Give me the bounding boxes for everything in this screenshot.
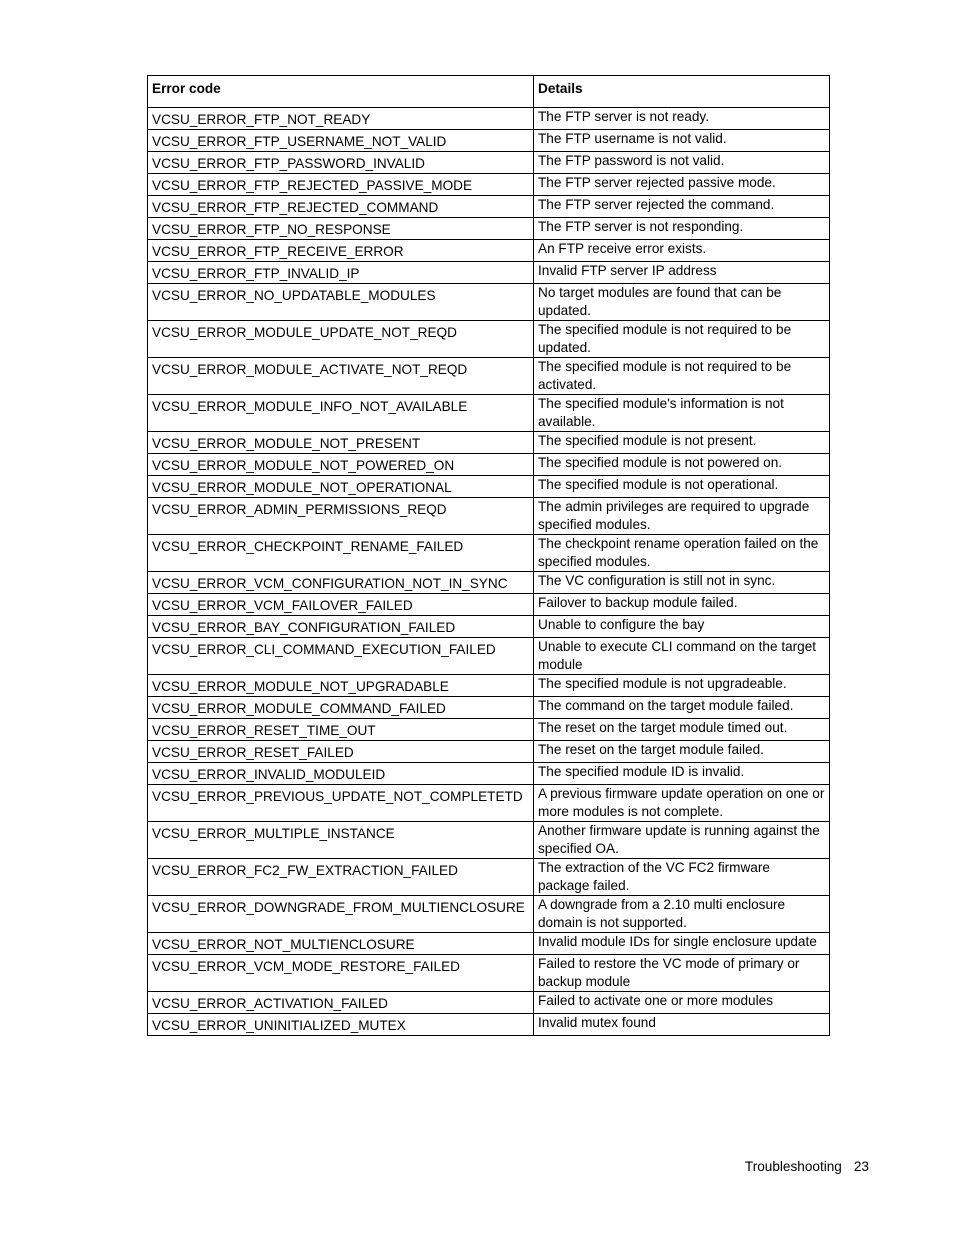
table-row — [148, 218, 830, 240]
table-row — [148, 933, 830, 955]
error-code-table — [147, 75, 830, 1036]
details-cell: The specified module is not present. — [534, 432, 830, 454]
table-row — [148, 616, 830, 638]
error-code-cell: VCSU_ERROR_CLI_COMMAND_EXECUTION_FAILED — [148, 638, 534, 675]
table-row — [148, 1014, 830, 1036]
table-row — [148, 896, 830, 933]
details-cell: Another firmware update is running against the specified OA. — [534, 822, 830, 859]
error-code-cell: VCSU_ERROR_RESET_TIME_OUT — [148, 719, 534, 741]
table-row — [148, 284, 830, 321]
error-code-cell: VCSU_ERROR_VCM_CONFIGURATION_NOT_IN_SYNC — [148, 572, 534, 594]
details-cell: Invalid mutex found — [534, 1014, 830, 1036]
details-cell: The specified module's information is not available. — [534, 395, 830, 432]
table-row — [148, 432, 830, 454]
table-row — [148, 763, 830, 785]
error-code-cell: VCSU_ERROR_MODULE_NOT_PRESENT — [148, 432, 534, 454]
error-code-cell: VCSU_ERROR_FTP_REJECTED_PASSIVE_MODE — [148, 174, 534, 196]
table-row — [148, 476, 830, 498]
error-code-cell: VCSU_ERROR_MODULE_NOT_POWERED_ON — [148, 454, 534, 476]
error-code-cell: VCSU_ERROR_MODULE_ACTIVATE_NOT_REQD — [148, 358, 534, 395]
table-row — [148, 859, 830, 896]
error-code-cell: VCSU_ERROR_MODULE_NOT_UPGRADABLE — [148, 675, 534, 697]
details-cell: The specified module is not operational. — [534, 476, 830, 498]
error-code-cell: VCSU_ERROR_MODULE_UPDATE_NOT_REQD — [148, 321, 534, 358]
table-body — [148, 108, 830, 1036]
page-number: 23 — [853, 1159, 869, 1174]
details-cell: The specified module ID is invalid. — [534, 763, 830, 785]
table-row — [148, 196, 830, 218]
details-cell: No target modules are found that can be updated. — [534, 284, 830, 321]
table-header-row — [148, 76, 830, 108]
error-code-cell: VCSU_ERROR_INVALID_MODULEID — [148, 763, 534, 785]
details-cell: The checkpoint rename operation failed on the specified modules. — [534, 535, 830, 572]
table-row — [148, 594, 830, 616]
details-cell: Invalid FTP server IP address — [534, 262, 830, 284]
details-cell: The admin privileges are required to upgrade specified modules. — [534, 498, 830, 535]
error-code-cell: VCSU_ERROR_FTP_REJECTED_COMMAND — [148, 196, 534, 218]
details-cell: The specified module is not required to be activated. — [534, 358, 830, 395]
details-cell: The FTP password is not valid. — [534, 152, 830, 174]
details-cell: Failover to backup module failed. — [534, 594, 830, 616]
error-code-cell: VCSU_ERROR_NOT_MULTIENCLOSURE — [148, 933, 534, 955]
error-code-cell: VCSU_ERROR_FTP_NO_RESPONSE — [148, 218, 534, 240]
error-code-cell: VCSU_ERROR_FTP_RECEIVE_ERROR — [148, 240, 534, 262]
table-row — [148, 262, 830, 284]
error-code-cell: VCSU_ERROR_RESET_FAILED — [148, 741, 534, 763]
details-cell: The FTP username is not valid. — [534, 130, 830, 152]
table-row — [148, 358, 830, 395]
table-row — [148, 174, 830, 196]
details-cell: The FTP server rejected passive mode. — [534, 174, 830, 196]
table-row — [148, 240, 830, 262]
table-row — [148, 321, 830, 358]
error-code-cell: VCSU_ERROR_DOWNGRADE_FROM_MULTIENCLOSURE — [148, 896, 534, 933]
table-row — [148, 955, 830, 992]
error-code-cell: VCSU_ERROR_ACTIVATION_FAILED — [148, 992, 534, 1014]
error-code-cell: VCSU_ERROR_VCM_MODE_RESTORE_FAILED — [148, 955, 534, 992]
table-row — [148, 822, 830, 859]
details-cell: A downgrade from a 2.10 multi enclosure domain is not supported. — [534, 896, 830, 933]
table-row — [148, 535, 830, 572]
table-row — [148, 785, 830, 822]
details-cell: The specified module is not powered on. — [534, 454, 830, 476]
table-row — [148, 572, 830, 594]
details-cell: The specified module is not required to be updated. — [534, 321, 830, 358]
error-code-cell: VCSU_ERROR_FTP_NOT_READY — [148, 108, 534, 130]
error-code-cell: VCSU_ERROR_FTP_PASSWORD_INVALID — [148, 152, 534, 174]
details-cell: Unable to execute CLI command on the target module — [534, 638, 830, 675]
details-cell: Unable to configure the bay — [534, 616, 830, 638]
details-cell: The FTP server is not responding. — [534, 218, 830, 240]
details-cell: The reset on the target module failed. — [534, 741, 830, 763]
table-row — [148, 741, 830, 763]
table-row — [148, 395, 830, 432]
header-error-code: Error code — [148, 76, 534, 108]
details-cell: The FTP server rejected the command. — [534, 196, 830, 218]
page-footer — [745, 1159, 869, 1174]
details-cell: Invalid module IDs for single enclosure update — [534, 933, 830, 955]
table-row — [148, 454, 830, 476]
table-row — [148, 719, 830, 741]
details-cell: The command on the target module failed. — [534, 697, 830, 719]
error-code-cell: VCSU_ERROR_UNINITIALIZED_MUTEX — [148, 1014, 534, 1036]
table-row — [148, 697, 830, 719]
error-code-cell: VCSU_ERROR_FTP_USERNAME_NOT_VALID — [148, 130, 534, 152]
error-code-cell: VCSU_ERROR_PREVIOUS_UPDATE_NOT_COMPLETETD — [148, 785, 534, 822]
error-code-cell: VCSU_ERROR_ADMIN_PERMISSIONS_REQD — [148, 498, 534, 535]
details-cell: The reset on the target module timed out. — [534, 719, 830, 741]
footer-section-title: Troubleshooting — [744, 1159, 842, 1174]
details-cell: The VC configuration is still not in sync. — [534, 572, 830, 594]
details-cell: Failed to restore the VC mode of primary or backup module — [534, 955, 830, 992]
table-row — [148, 152, 830, 174]
error-code-cell: VCSU_ERROR_NO_UPDATABLE_MODULES — [148, 284, 534, 321]
details-cell: The specified module is not upgradeable. — [534, 675, 830, 697]
error-code-cell: VCSU_ERROR_MODULE_COMMAND_FAILED — [148, 697, 534, 719]
table-row — [148, 130, 830, 152]
table-row — [148, 675, 830, 697]
error-code-cell: VCSU_ERROR_MODULE_NOT_OPERATIONAL — [148, 476, 534, 498]
details-cell: The extraction of the VC FC2 firmware package failed. — [534, 859, 830, 896]
error-code-cell: VCSU_ERROR_FC2_FW_EXTRACTION_FAILED — [148, 859, 534, 896]
error-code-cell: VCSU_ERROR_MODULE_INFO_NOT_AVAILABLE — [148, 395, 534, 432]
table-row — [148, 498, 830, 535]
error-code-cell: VCSU_ERROR_VCM_FAILOVER_FAILED — [148, 594, 534, 616]
error-code-cell: VCSU_ERROR_MULTIPLE_INSTANCE — [148, 822, 534, 859]
error-code-cell: VCSU_ERROR_FTP_INVALID_IP — [148, 262, 534, 284]
details-cell: Failed to activate one or more modules — [534, 992, 830, 1014]
details-cell: A previous firmware update operation on one or more modules is not complete. — [534, 785, 830, 822]
details-cell: An FTP receive error exists. — [534, 240, 830, 262]
table-row — [148, 108, 830, 130]
table-row — [148, 638, 830, 675]
error-code-cell: VCSU_ERROR_BAY_CONFIGURATION_FAILED — [148, 616, 534, 638]
header-details: Details — [534, 76, 830, 108]
details-cell: The FTP server is not ready. — [534, 108, 830, 130]
table-row — [148, 992, 830, 1014]
error-code-cell: VCSU_ERROR_CHECKPOINT_RENAME_FAILED — [148, 535, 534, 572]
